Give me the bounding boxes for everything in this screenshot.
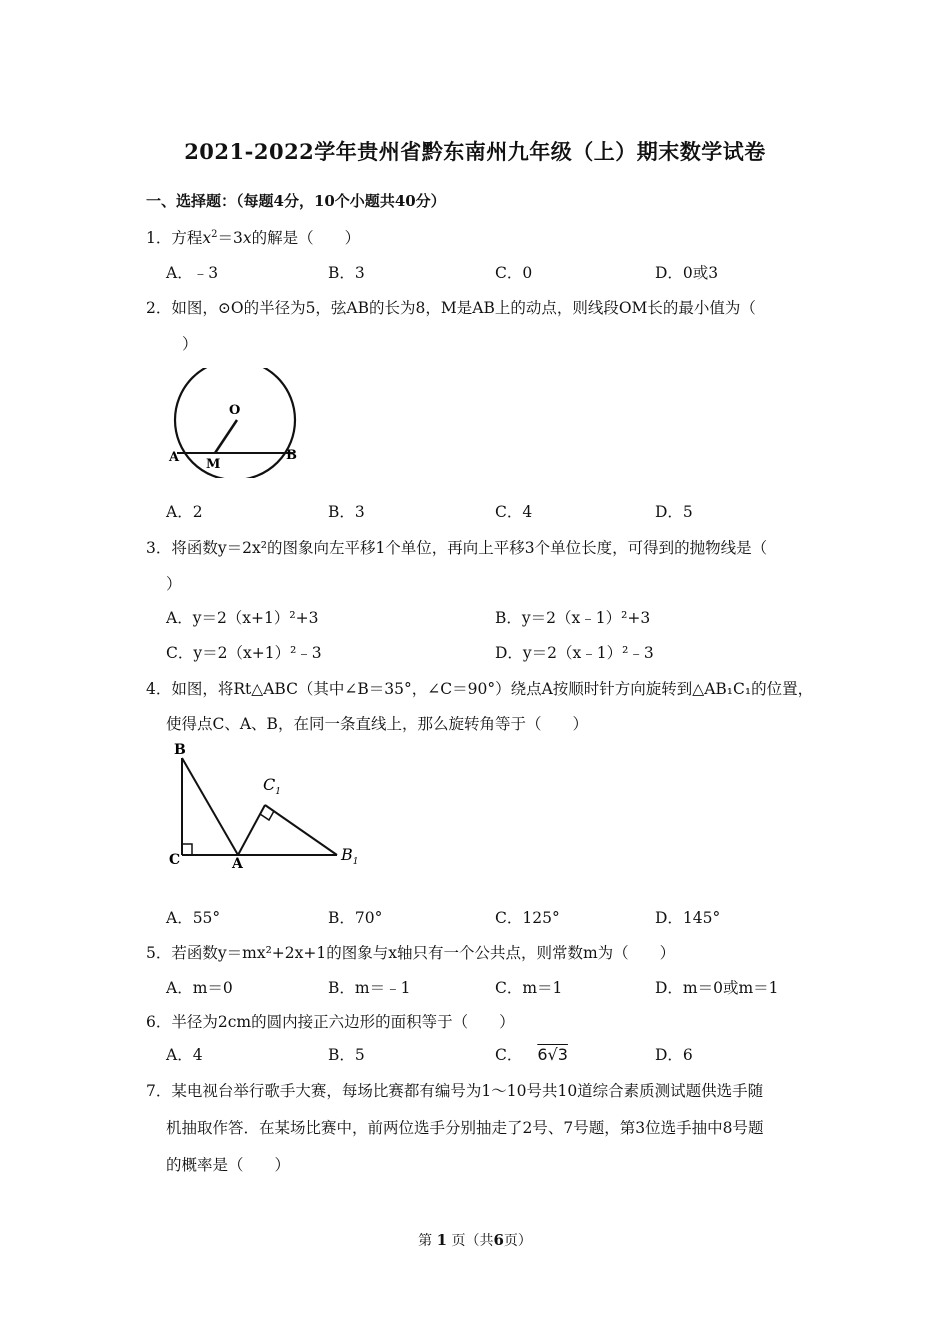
question-1: 1．方程$x^2=3x$的解是（ ） bbox=[146, 229, 361, 247]
right-angle-c bbox=[182, 844, 192, 855]
side-ba bbox=[182, 758, 238, 855]
label-m: M bbox=[206, 457, 221, 472]
q6-option-a[interactable]: A．4 bbox=[166, 1046, 203, 1064]
question-number: 6． bbox=[146, 1013, 172, 1031]
label-c: C bbox=[169, 852, 181, 868]
q3-option-c[interactable]: C．y＝2（x+1）²﹣3 bbox=[166, 644, 322, 662]
q3-option-a[interactable]: A．y＝2（x+1）²+3 bbox=[166, 609, 319, 627]
page-footer: 第 1 页（共6页） bbox=[418, 1231, 532, 1249]
q2-option-d[interactable]: D．5 bbox=[655, 503, 693, 521]
label-b: B bbox=[286, 448, 297, 463]
label-o: O bbox=[229, 403, 241, 418]
six-root-three: 6√3 bbox=[537, 1045, 568, 1064]
q2-option-a[interactable]: A．2 bbox=[166, 503, 203, 521]
q1-option-d[interactable]: D．0或3 bbox=[655, 264, 719, 282]
q2-option-b[interactable]: B．3 bbox=[328, 503, 365, 521]
question-number: 4． bbox=[146, 680, 172, 698]
label-c1: $C_1$ bbox=[263, 775, 281, 797]
circle-figure bbox=[165, 368, 315, 478]
q6-option-c[interactable]: C． 6√3 bbox=[495, 1045, 568, 1064]
page-number: 1 bbox=[436, 1231, 447, 1249]
side-ac1 bbox=[238, 805, 265, 855]
label-b1: $B_1$ bbox=[341, 845, 359, 867]
q2-option-c[interactable]: C．4 bbox=[495, 503, 533, 521]
question-7-cont: 机抽取作答．在某场比赛中，前两位选手分别抽走了2号、7号题，第3位选手抽中8号题 bbox=[166, 1119, 764, 1137]
question-number: 7． bbox=[146, 1082, 172, 1100]
question-number: 2． bbox=[146, 299, 172, 317]
question-4-cont: 使得点C、A、B，在同一条直线上，那么旋转角等于（ ） bbox=[166, 715, 588, 733]
q5-option-c[interactable]: C．m＝1 bbox=[495, 979, 563, 997]
question-3-cont: ） bbox=[166, 575, 182, 593]
question-4: 4．如图，将Rt△ABC（其中∠B＝35°，∠C＝90°）绕点A按顺时针方向旋转到△AB₁C₁的位置， bbox=[146, 680, 814, 698]
section-heading: 一、选择题：（每题4分，10个小题共40分） bbox=[146, 192, 446, 210]
q1-option-c[interactable]: C．0 bbox=[495, 264, 533, 282]
q4-option-c[interactable]: C．125° bbox=[495, 909, 560, 927]
question-number: 5． bbox=[146, 944, 172, 962]
q6-option-b[interactable]: B．5 bbox=[328, 1046, 365, 1064]
q5-option-b[interactable]: B．m＝﹣1 bbox=[328, 979, 411, 997]
q1-option-a[interactable]: A．﹣3 bbox=[166, 264, 219, 282]
q1-option-b[interactable]: B．3 bbox=[328, 264, 365, 282]
q5-option-a[interactable]: A．m＝0 bbox=[166, 979, 233, 997]
question-2-cont: ） bbox=[182, 335, 198, 353]
q6-option-d[interactable]: D．6 bbox=[655, 1046, 693, 1064]
side-c1b1 bbox=[265, 805, 337, 855]
triangle-figure bbox=[165, 740, 365, 875]
question-7: 7．某电视台举行歌手大赛，每场比赛都有编号为1～10号共10道综合素质测试题供选手随 bbox=[146, 1082, 764, 1100]
question-7-cont2: 的概率是（ ） bbox=[166, 1156, 291, 1174]
question-number: 1． bbox=[146, 229, 172, 247]
page-total: 6 bbox=[493, 1231, 504, 1249]
label-a: A bbox=[169, 450, 180, 465]
q3-option-b[interactable]: B．y＝2（x﹣1）²+3 bbox=[495, 609, 651, 627]
question-6: 6．半径为2cm的圆内接正六边形的面积等于（ ） bbox=[146, 1013, 515, 1031]
q5-option-d[interactable]: D．m＝0或m＝1 bbox=[655, 979, 779, 997]
page-title: 2021-2022学年贵州省黔东南州九年级（上）期末数学试卷 bbox=[184, 139, 766, 164]
q4-option-b[interactable]: B．70° bbox=[328, 909, 383, 927]
q3-option-d[interactable]: D．y＝2（x﹣1）²﹣3 bbox=[495, 644, 654, 662]
question-2: 2．如图，⊙O的半径为5，弦AB的长为8，M是AB上的动点，则线段OM长的最小值为（ bbox=[146, 299, 756, 317]
question-number: 3． bbox=[146, 539, 172, 557]
question-3: 3．将函数y＝2x²的图象向左平移1个单位，再向上平移3个单位长度，可得到的抛物线是（ bbox=[146, 539, 768, 557]
q4-option-d[interactable]: D．145° bbox=[655, 909, 721, 927]
segment-om bbox=[215, 420, 237, 453]
q4-option-a[interactable]: A．55° bbox=[166, 909, 221, 927]
label-a: A bbox=[232, 856, 243, 872]
label-b: B bbox=[174, 742, 186, 758]
question-5: 5．若函数y＝mx²+2x+1的图象与x轴只有一个公共点，则常数m为（ ） bbox=[146, 944, 676, 962]
